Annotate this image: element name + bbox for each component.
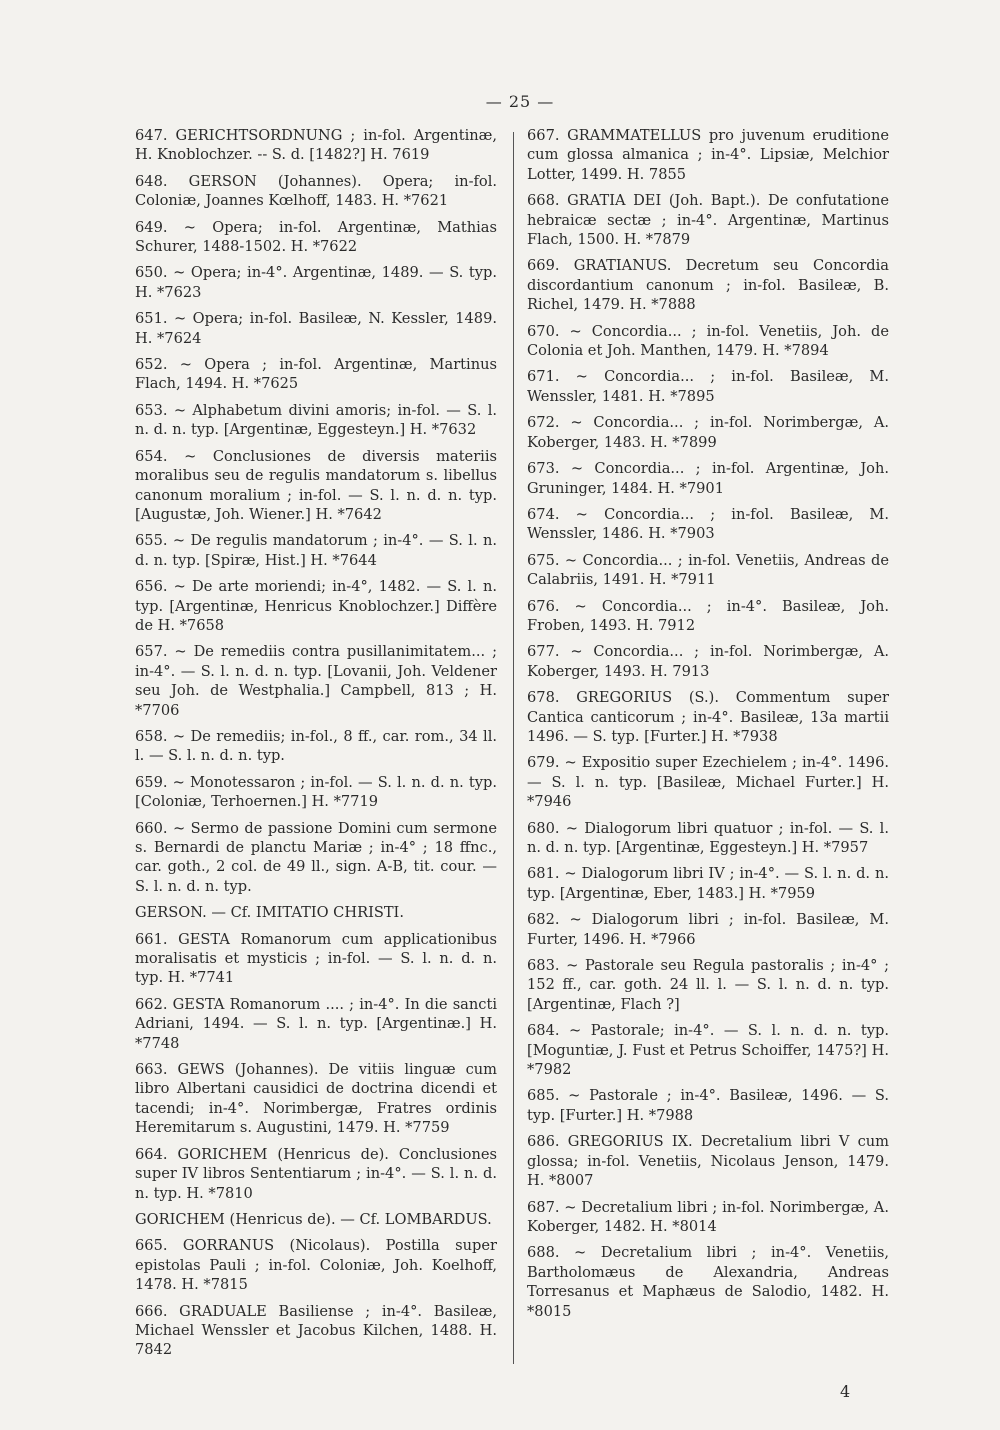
catalog-entry: GORICHEM (Henricus de). — Cf. LOMBARDUS.: [135, 1210, 492, 1228]
catalog-entry: 665. GORRANUS (Nicolaus). Postilla super epistolas Pauli ; in-fol. Coloniæ, Joh. Koelhoff, 1478. H. *7815: [135, 1237, 497, 1294]
catalog-entry: 675. ~ Concordia... ; in-fol. Venetiis, Andreas de Calabriis, 1491. H. *7911: [527, 551, 889, 589]
catalog-entry: 682. ~ Dialogorum libri ; in-fol. Basileæ, M. Furter, 1496. H. *7966: [527, 911, 889, 948]
left-column: [135, 126, 497, 1367]
catalog-entry: 647. GERICHTSORDNUNG ; in-fol. Argentinæ, H. Knoblochzer. -- S. d. [1482?] H. 7619: [135, 127, 497, 164]
catalog-entry: 673. ~ Concordia... ; in-fol. Argentinæ, Joh. Gruninger, 1484. H. *7901: [527, 460, 889, 497]
catalog-entry: 688. ~ Decretalium libri ; in-4°. Venetiis, Bartholomæus de Alexandria, Andreas Torresanus et Maphæus de Salodio, 1482. H. *8015: [527, 1244, 889, 1320]
catalog-entry: 661. GESTA Romanorum cum applicationibus moralisatis et mysticis ; in-fol. — S. l. n. d. n. typ. H. *7741: [135, 930, 497, 987]
catalog-entry: 658. ~ De remediis; in-fol., 8 ff., car. rom., 34 ll. l. — S. l. n. d. n. typ.: [135, 727, 497, 765]
signature-mark: 4: [840, 1382, 851, 1401]
catalog-entry: 668. GRATIA DEI (Joh. Bapt.). De confutatione hebraicæ sectæ ; in-4°. Argentinæ, Martinus Flach, 1500. H. *7879: [527, 192, 889, 249]
catalog-entry: 652. ~ Opera ; in-fol. Argentinæ, Martinus Flach, 1494. H. *7625: [135, 356, 497, 393]
catalog-entry: 681. ~ Dialogorum libri IV ; in-4°. — S. l. n. d. n. typ. [Argentinæ, Eber, 1483.] H. *7959: [527, 865, 889, 902]
catalog-entry: 649. ~ Opera; in-fol. Argentinæ, Mathias Schurer, 1488-1502. H. *7622: [135, 218, 497, 256]
catalog-entry: 684. ~ Pastorale; in-4°. — S. l. n. d. n. typ. [Moguntiæ, J. Fust et Petrus Schoiffer, 1475?] H. *7982: [527, 1022, 889, 1079]
catalog-entry: 663. GEWS (Johannes). De vitiis linguæ cum libro Albertani causidici de doctrina dicendi et tacendi; in-4°. Norimbergæ, Fratres ordinis Heremitarum s. Augustini, 1479. H. *7759: [135, 1061, 497, 1137]
catalog-entry: 651. ~ Opera; in-fol. Basileæ, N. Kessler, 1489. H. *7624: [135, 310, 497, 347]
catalog-entry: 667. GRAMMATELLUS pro juvenum eruditione cum glossa almanica ; in-4°. Lipsiæ, Melchior Lotter, 1499. H. 7855: [527, 127, 889, 183]
right-column: [527, 126, 889, 1328]
catalog-entry: 677. ~ Concordia... ; in-fol. Norimbergæ, A. Koberger, 1493. H. 7913: [527, 643, 889, 680]
catalog-entry: 670. ~ Concordia... ; in-fol. Venetiis, Joh. de Colonia et Joh. Manthen, 1479. H. *7894: [527, 322, 889, 360]
catalog-entry: 678. GREGORIUS (S.). Commentum super Cantica canticorum ; in-4°. Basileæ, 13a martii 1496. — S. typ. [Furter.] H. *7938: [527, 689, 889, 745]
catalog-entry: 666. GRADUALE Basiliense ; in-4°. Basileæ, Michael Wenssler et Jacobus Kilchen, 1488. H. 7842: [135, 1302, 497, 1359]
catalog-entry: 657. ~ De remediis contra pusillanimitatem... ; in-4°. — S. l. n. d. n. typ. [Lovanii, Joh. Veldener seu Joh. de Westphalia.] Campbell, 813 ; H. *7706: [135, 643, 497, 719]
catalog-entry: 660. ~ Sermo de passione Domini cum sermone s. Bernardi de planctu Mariæ ; in-4° ; 18 ffnc., car. goth., 2 col. de 49 ll., sign. A-B, tit. cour. — S. l. n. d. n. typ.: [135, 819, 497, 895]
catalog-entry: 672. ~ Concordia... ; in-fol. Norimbergæ, A. Koberger, 1483. H. *7899: [527, 414, 889, 451]
catalog-entry: 656. ~ De arte moriendi; in-4°, 1482. — S. l. n. typ. [Argentinæ, Henricus Knoblochzer.] Diffère de H. *7658: [135, 578, 497, 634]
catalog-entry: 662. GESTA Romanorum .... ; in-4°. In die sancti Adriani, 1494. — S. l. n. typ. [Argentinæ.] H. *7748: [135, 995, 497, 1052]
catalog-entry: 674. ~ Concordia... ; in-fol. Basileæ, M. Wenssler, 1486. H. *7903: [527, 505, 889, 543]
catalog-entry: 648. GERSON (Johannes). Opera; in-fol. Coloniæ, Joannes Kœlhoff, 1483. H. *7621: [135, 172, 497, 210]
catalog-entry: 676. ~ Concordia... ; in-4°. Basileæ, Joh. Froben, 1493. H. 7912: [527, 597, 889, 634]
catalog-entry: 664. GORICHEM (Henricus de). Conclusiones super IV libros Sententiarum ; in-4°. — S. l. n. d. n. typ. H. *7810: [135, 1145, 497, 1202]
catalog-entry: 671. ~ Concordia... ; in-fol. Basileæ, M. Wenssler, 1481. H. *7895: [527, 368, 889, 405]
catalog-entry: 680. ~ Dialogorum libri quatuor ; in-fol. — S. l. n. d. n. typ. [Argentinæ, Eggesteyn.] H. *7957: [527, 819, 889, 856]
catalog-entry: GERSON. — Cf. IMITATIO CHRISTI.: [135, 904, 404, 922]
catalog-entry: 687. ~ Decretalium libri ; in-fol. Norimbergæ, A. Koberger, 1482. H. *8014: [527, 1198, 889, 1235]
catalog-entry: 669. GRATIANUS. Decretum seu Concordia discordantium canonum ; in-fol. Basileæ, B. Richel, 1479. H. *7888: [527, 257, 889, 314]
catalog-entry: 653. ~ Alphabetum divini amoris; in-fol. — S. l. n. d. n. typ. [Argentinæ, Eggesteyn.] H. *7632: [135, 401, 497, 439]
catalog-entry: 654. ~ Conclusiones de diversis materiis moralibus seu de regulis mandatorum s. libellus canonum moralium ; in-fol. — S. l. n. d. n. typ. [Augustæ, Joh. Wiener.] H. *7642: [135, 447, 497, 523]
catalog-entry: 679. ~ Expositio super Ezechielem ; in-4°. 1496. — S. l. n. typ. [Basileæ, Michael Furter.] H. *7946: [527, 754, 889, 811]
catalog-entry: 655. ~ De regulis mandatorum ; in-4°. — S. l. n. d. n. typ. [Spiræ, Hist.] H. *7644: [135, 532, 497, 569]
catalog-entry: 683. ~ Pastorale seu Regula pastoralis ; in-4° ; 152 ff., car. goth. 24 ll. l. — S. l. n. d. n. typ. [Argentinæ, Flach ?]: [527, 957, 889, 1013]
catalog-entry: 659. ~ Monotessaron ; in-fol. — S. l. n. d. n. typ. [Coloniæ, Terhoernen.] H. *7719: [135, 773, 497, 811]
column-divider: [513, 132, 514, 1364]
page-number: — 25 —: [485, 92, 555, 111]
catalog-entry: 686. GREGORIUS IX. Decretalium libri V cum glossa; in-fol. Venetiis, Nicolaus Jenson, 1479. H. *8007: [527, 1133, 889, 1190]
catalog-entry: 650. ~ Opera; in-4°. Argentinæ, 1489. — S. typ. H. *7623: [135, 264, 497, 301]
catalog-entry: 685. ~ Pastorale ; in-4°. Basileæ, 1496. — S. typ. [Furter.] H. *7988: [527, 1087, 889, 1124]
